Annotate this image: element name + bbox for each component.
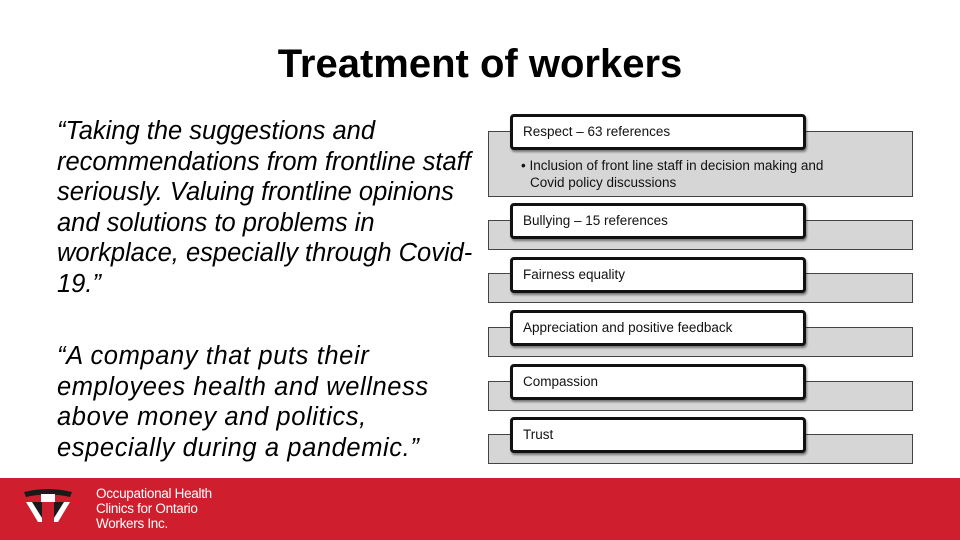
theme-trust: Trust xyxy=(510,417,806,453)
respect-detail-line1: • Inclusion of front line staff in decision making and xyxy=(521,158,824,173)
quote-health-over-money: “A company that puts their employees health and wellness above money and politics, especially during a pandemic.” xyxy=(57,342,429,462)
theme-appreciation: Appreciation and positive feedback xyxy=(510,310,806,346)
theme-compassion: Compassion xyxy=(510,364,806,400)
theme-fairness: Fairness equality xyxy=(510,257,806,293)
org-line-2: Clinics for Ontario xyxy=(96,501,198,516)
theme-respect: Respect – 63 references xyxy=(510,114,806,150)
theme-bullying: Bullying – 15 references xyxy=(510,203,806,239)
org-line-3: Workers Inc. xyxy=(96,516,168,531)
ohcow-logo-icon xyxy=(20,488,76,528)
quote-frontline: “Taking the suggestions and recommendations from frontline staff seriously. Valuing frontline opinions and solutions to problems in workplace, especially through Covid-19.” xyxy=(57,117,473,298)
respect-detail-line2: Covid policy discussions xyxy=(530,175,677,190)
respect-detail xyxy=(521,157,901,191)
slide-title: Treatment of workers xyxy=(277,42,683,86)
org-line-1: Occupational Health xyxy=(96,486,212,501)
org-name xyxy=(96,486,212,531)
